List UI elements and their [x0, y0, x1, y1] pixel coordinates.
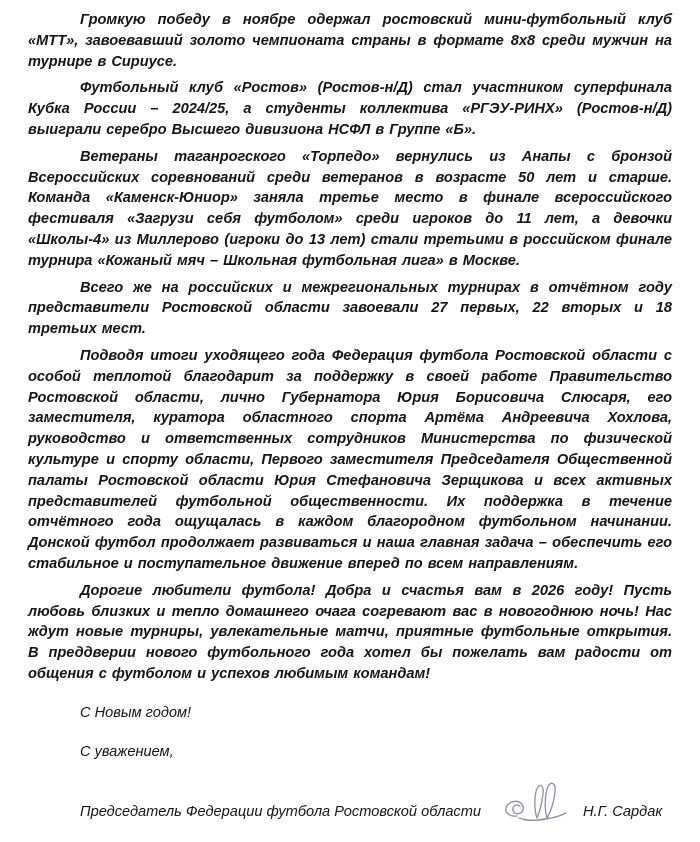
paragraph: Дорогие любители футбола! Добра и счастья вам в 2026 году! Пусть любовь близких и тепло домашнего очага согревают вас в новогоднюю ночь! Нас ждут новые турниры, увлекательные матчи, приятные футбольные открытия. В преддверии нового футбольного года хотел бы пожелать вам радости от общения с футболом и успехов любимым командам!: [28, 582, 672, 682]
paragraph: Футбольный клуб «Ростов» (Ростов-н/Д) стал участником суперфинала Кубка России – 2024/25, а студенты коллектива «РГЭУ-РИНХ» (Ростов-н/Д) выиграли серебро Высшего дивизиона НСФЛ в Группе «Б».: [28, 80, 672, 138]
paragraph: Ветераны таганрогского «Торпедо» вернулись из Анапы с бронзой Всероссийских соревнований среди ветеранов в возрасте 50 лет и старше. Команда «Каменск-Юниор» заняла третье место в финале всероссийского фестиваля «Загрузи себя футболом» среди игроков до 11 лет, а девочки «Школы-4» из Миллерово (игроки до 13 лет) стали третьими в российском финале турнира «Кожаный мяч – Школьная футбольная лига» в Москве.: [28, 148, 672, 269]
handwritten-signature-icon: [503, 780, 569, 833]
signature-row: [28, 780, 672, 823]
paragraph: Всего же на российских и межрегиональных турнирах в отчётном году представители Ростовской области завоевали 27 первых, 22 вторых и 18 третьих мест.: [28, 279, 672, 338]
regards-line: С уважением,: [80, 743, 174, 760]
signer-name: Н.Г. Сардак: [583, 804, 663, 821]
paragraph: Громкую победу в ноябре одержал ростовский мини-футбольный клуб «МТТ», завоевавший золото чемпионата страны в формате 8х8 среди мужчин на турнире в Сириусе.: [28, 12, 672, 70]
signer-title: Председатель Федерации футбола Ростовской области: [80, 804, 482, 821]
new-year-greeting: С Новым годом!: [80, 704, 192, 721]
paragraph: Подводя итоги уходящего года Федерация футбола Ростовской области с особой теплотой благодарит за поддержку в своей работе Правительство Ростовской области, лично Губернатора Юрия Борисовича Слюсаря, его заместителя, куратора областного спорта Артёма Андреевича Хохлова, руководство и ответственных сотрудников Министерства по физической культуре и спорту области, Первого заместителя Председателя Общественной палаты Ростовской области Юрия Стефановича Зерщикова и всех активных представителей футбольной общественности. Их поддержка в течение отчётного года ощущалась в каждом благородном футбольном начинании. Донской футбол продолжает развиваться и наша главная задача – обеспечить его стабильное и поступательное движение вперед по всем направлениям.: [28, 347, 672, 572]
